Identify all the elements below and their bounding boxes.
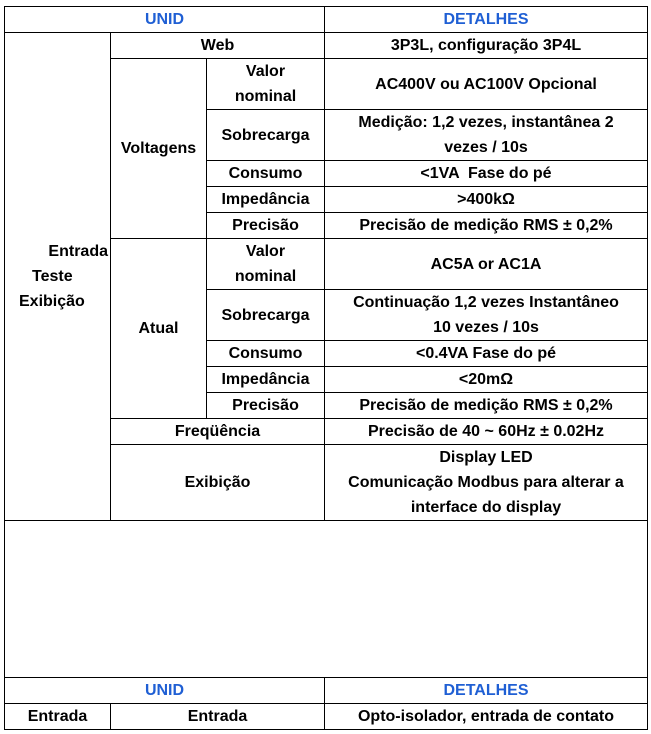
row-label-line: Sobrecarga [221,126,310,144]
entrada-group: Entrada [5,704,111,730]
row-label [207,59,325,110]
row-value-line: Medição: 1,2 vezes, instantânea 2 [358,114,614,131]
row-label-line: Valor [245,63,286,80]
row-value-line: >400kΩ [457,191,515,208]
table-row [5,33,648,59]
row-label [207,239,325,290]
row-value [325,187,648,213]
row-value-line: <1VA Fase do pé [420,165,552,182]
blank-area [5,521,648,678]
group-line: Entrada [48,243,108,260]
web-value: 3P3L, configuração 3P4L [325,33,648,59]
row-value-line: Continuação 1,2 vezes Instantâneo [353,294,619,311]
row-value [325,367,648,393]
row-label [207,161,325,187]
entrada-value: Opto-isolador, entrada de contato [325,704,648,730]
row-label [207,393,325,419]
row-label-line: nominal [234,88,297,105]
row-value-line: Precisão de medição RMS ± 0,2% [359,397,613,414]
row-value [325,110,648,161]
exibicao-value-line: Comunicação Modbus para alterar a [348,474,624,491]
table-row [5,704,648,730]
web-label: Web [111,33,325,59]
header-unid: UNID [5,678,325,704]
row-label-line: nominal [234,268,297,285]
row-value [325,290,648,341]
group-entrada-teste-exibicao [5,33,111,521]
row-label [207,110,325,161]
row-value [325,161,648,187]
group-line: Exibição [19,293,85,310]
row-value-line: vezes / 10s [444,139,528,156]
exibicao-label: Exibição [111,445,325,521]
row-label [207,213,325,239]
row-label-line: Consumo [228,165,303,182]
header-unid: UNID [5,7,325,33]
row-value [325,59,648,110]
row-label-line: Precisão [232,217,299,234]
blank-row [5,521,648,678]
voltagens-label: Voltagens [111,59,207,239]
row-label [207,341,325,367]
row-value [325,393,648,419]
header-detalhes: DETALHES [325,7,648,33]
row-label-line: Valor [245,243,286,260]
row-value-line: Precisão de medição RMS ± 0,2% [359,217,613,234]
atual-label: Atual [111,239,207,419]
header-row [5,678,648,704]
row-value-line: 10 vezes / 10s [433,319,539,336]
row-value-line: AC400V ou AC100V Opcional [375,75,597,93]
frequencia-label: Freqüência [111,419,325,445]
entrada-label: Entrada [111,704,325,730]
header-detalhes: DETALHES [325,678,648,704]
row-label-line: Impedância [221,371,310,388]
frequencia-value: Precisão de 40 ~ 60Hz ± 0.02Hz [325,419,648,445]
row-label [207,290,325,341]
exibicao-value-line: Display LED [439,449,533,466]
spec-table [4,6,648,730]
row-value [325,239,648,290]
exibicao-value-line: interface do display [410,499,562,516]
row-label [207,187,325,213]
row-label-line: Precisão [232,397,299,414]
row-label [207,367,325,393]
row-value-line: <20mΩ [458,371,514,388]
row-label-line: Consumo [228,345,303,362]
header-row [5,7,648,33]
group-line: Teste [32,268,73,285]
exibicao-value [325,445,648,521]
row-value [325,341,648,367]
row-value [325,213,648,239]
row-label-line: Impedância [221,191,310,208]
row-value-line: AC5A or AC1A [430,255,542,273]
row-label-line: Sobrecarga [221,306,310,324]
row-value-line: <0.4VA Fase do pé [415,345,557,362]
